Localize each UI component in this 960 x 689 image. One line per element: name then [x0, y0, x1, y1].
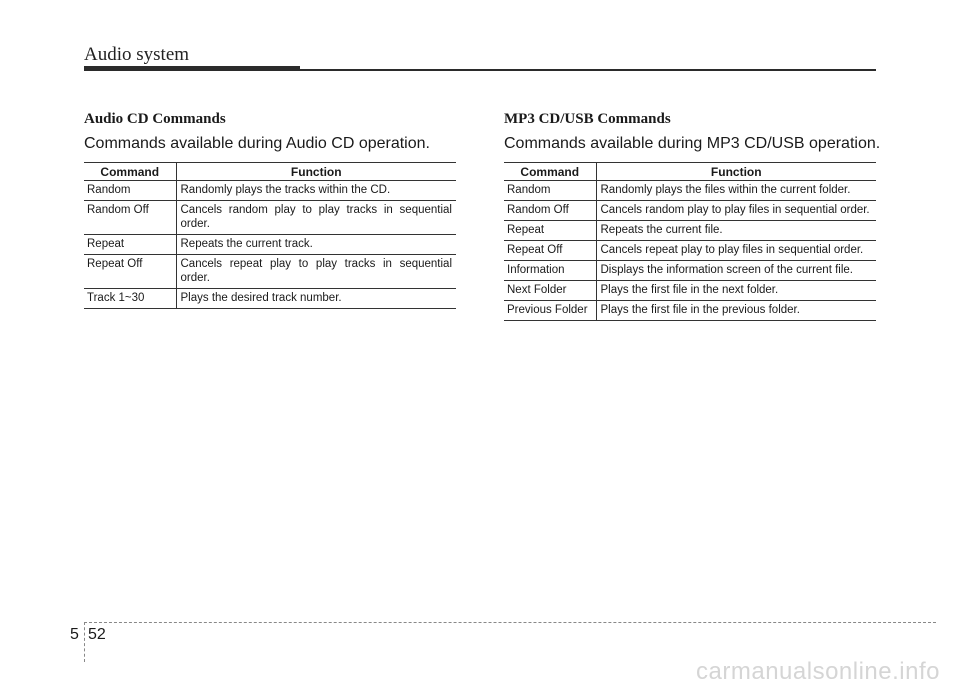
- column-header-function: Function: [596, 163, 876, 181]
- function-cell: Randomly plays the files within the current folder.: [596, 181, 876, 201]
- function-cell: Plays the first file in the next folder.: [596, 281, 876, 301]
- page-title: Audio system: [84, 44, 190, 65]
- table-row: [84, 235, 456, 255]
- function-cell: Cancels repeat play to play files in sequential order.: [596, 241, 876, 261]
- table-row: [504, 241, 876, 261]
- command-cell: Repeat: [84, 235, 176, 255]
- table-header-row: [84, 163, 456, 181]
- audio-cd-section: [84, 110, 456, 309]
- command-cell: Next Folder: [504, 281, 596, 301]
- table-row: [504, 281, 876, 301]
- audio-cd-commands-table: [84, 162, 456, 309]
- mp3-usb-section: [504, 110, 881, 321]
- function-cell: Displays the information screen of the current file.: [596, 261, 876, 281]
- function-cell: Randomly plays the tracks within the CD.: [176, 181, 456, 201]
- command-cell: Random Off: [84, 201, 176, 235]
- command-cell: Information: [504, 261, 596, 281]
- command-cell: Random Off: [504, 201, 596, 221]
- table-row: [84, 255, 456, 289]
- header-rule-thin: [300, 69, 876, 71]
- table-row: [504, 181, 876, 201]
- audio-cd-subtitle: Commands available during Audio CD operation.: [84, 135, 430, 152]
- command-cell: Track 1~30: [84, 289, 176, 309]
- function-cell: Repeats the current track.: [176, 235, 456, 255]
- audio-cd-title: Audio CD Commands: [84, 111, 226, 127]
- command-cell: Previous Folder: [504, 301, 596, 321]
- function-cell: Cancels random play to play tracks in sequential order.: [176, 201, 456, 235]
- column-header-command: Command: [504, 163, 596, 181]
- table-row: [504, 221, 876, 241]
- mp3-usb-title: MP3 CD/USB Commands: [504, 111, 671, 127]
- function-cell: Cancels repeat play to play tracks in sequential order.: [176, 255, 456, 289]
- column-header-function: Function: [176, 163, 456, 181]
- column-header-command: Command: [84, 163, 176, 181]
- header-rule-thick: [84, 66, 300, 71]
- table-header-row: [504, 163, 876, 181]
- watermark: carmanualsonline.info: [696, 658, 940, 685]
- table-row: [504, 201, 876, 221]
- mp3-usb-commands-table: [504, 162, 876, 321]
- function-cell: Repeats the current file.: [596, 221, 876, 241]
- mp3-usb-subtitle: Commands available during MP3 CD/USB operation.: [504, 135, 881, 152]
- command-cell: Repeat Off: [504, 241, 596, 261]
- command-cell: Random: [84, 181, 176, 201]
- footer-vertical-divider: [84, 622, 85, 662]
- section-number: 5: [70, 626, 79, 643]
- function-cell: Cancels random play to play files in sequential order.: [596, 201, 876, 221]
- function-cell: Plays the first file in the previous folder.: [596, 301, 876, 321]
- table-row: [504, 261, 876, 281]
- command-cell: Repeat Off: [84, 255, 176, 289]
- function-cell: Plays the desired track number.: [176, 289, 456, 309]
- footer-divider: [84, 622, 936, 623]
- command-cell: Repeat: [504, 221, 596, 241]
- table-row: [504, 301, 876, 321]
- table-row: [84, 289, 456, 309]
- table-row: [84, 181, 456, 201]
- page-number: 52: [88, 626, 106, 643]
- command-cell: Random: [504, 181, 596, 201]
- table-row: [84, 201, 456, 235]
